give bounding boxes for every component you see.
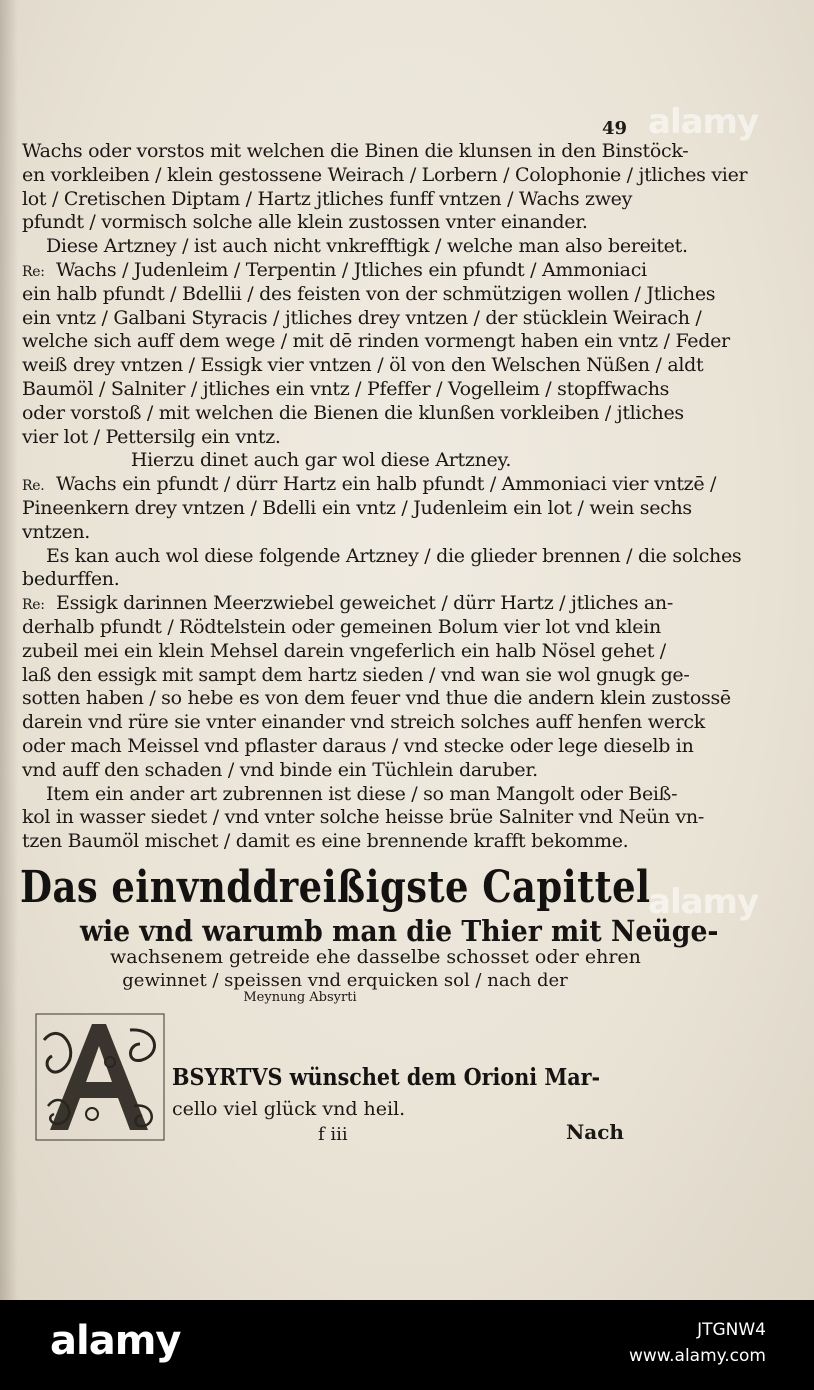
text-line: vnd auff den schaden / vnd binde ein Tüchlein daruber. [22,758,538,781]
text-line: lot / Cretischen Diptam / Hartz jtliches funff vntzen / Wachs zwey [22,187,633,210]
text-line: Wachs oder vorstos mit welchen die Binen die klunsen in den Binstöck- [22,140,689,162]
footer-image-id: JTGNW4 [697,1320,766,1340]
footer-brand-logo: alamy [50,1318,181,1364]
text-line: Baumöl / Salniter / jtliches ein vntz / Pfeffer / Vogelleim / stopffwachs [22,377,670,400]
catchword: Nach [566,1120,624,1144]
chapter-subtitle-line: Meynung Absyrti [243,990,357,1005]
text-line: oder vorstoß / mit welchen die Bienen die klunßen vorkleiben / jtliches [22,401,684,424]
text-line: ein vntz / Galbani Styracis / jtliches drey vntzen / der stücklein Weirach / [22,306,702,329]
watermark: alamy [648,102,759,142]
body-text [22,140,748,854]
chapter-subtitle-line: gewinnet / speissen vnd erquicken sol / nach der [122,970,568,991]
recipe-label: Re: [22,263,45,280]
text-line: pfundt / vormisch solche alle klein zustossen vnter einander. [22,211,588,234]
recipe-line: Re. Wachs ein pfundt / dürr Hartz ein halb pfundt / Ammoniaci vier vntzē / [22,473,620,497]
recipe-label: Re. [22,478,45,495]
text-line: welche sich auff dem wege / mit dē rinden vormengt haben ein vntz / Feder [22,330,730,353]
text-line: sotten haben / so hebe es von dem feuer vnd thue die andern klein zustossē [22,687,731,710]
text-line: bedurffen. [22,568,120,591]
recipe-label: Re: [22,597,45,614]
footer-url: www.alamy.com [628,1346,766,1366]
chapter-subtitle-line: wie vnd warumb man die Thier mit Neüge- [80,914,719,948]
folio-number: 49 [602,118,628,139]
text-line: en vorkleiben / klein gestossene Weirach / Lorbern / Colophonie / jtliches vier [22,163,748,186]
text-line: kol in wasser siedet / vnd vnter solche heisse brüe Salniter vnd Neün vn- [22,806,704,829]
text-line: weiß drey vntzen / Essigk vier vntzen / öl von den Welschen Nüßen / aldt [22,354,704,377]
paragraph-line: Es kan auch wol diese folgende Artzney / die glieder brennen / die solches [46,544,742,567]
text-line: derhalb pfundt / Rödtelstein oder gemeinen Bolum vier lot vnd klein [22,615,661,638]
text-line: tzen Baumöl mischet / damit es eine brennende krafft bekomme. [22,830,629,853]
recipe-line: Re: Essigk darinnen Meerzwiebel geweichet / dürr Hartz / jtliches an- [22,592,620,616]
opening-line: cello viel glück vnd heil. [172,1098,406,1120]
recipe-line: Re: Wachs / Judenleim / Terpentin / Jtliches ein pfundt / Ammoniaci [22,259,620,283]
text-line: ein halb pfundt / Bdellii / des feisten von der schmützigen wollen / Jtliches [22,282,716,305]
text-line: vier lot / Pettersilg ein vntz. [22,425,281,448]
paragraph-line: Item ein ander art zubrennen ist diese / so man Mangolt oder Beiß- [46,782,678,805]
text-line: laß den essigk mit sampt dem hartz sieden / vnd wan sie wol gnugk ge- [22,663,690,686]
opening-line: BSYRTVS wünschet dem Orioni Mar- [172,1064,601,1091]
text-line: Pineenkern drey vntzen / Bdelli ein vntz / Judenleim ein lot / wein sechs [22,496,692,519]
watermark: alamy [648,882,759,922]
page-edge-shadow [0,0,18,1300]
text-line: vntzen. [22,520,91,543]
decorated-initial-a-icon [30,1010,170,1145]
paragraph-line: Diese Artzney / ist auch nicht vnkrefftigk / welche man also bereitet. [46,235,688,258]
chapter-title: Das einvnddreißigste Capittel [20,862,651,913]
text-line: oder mach Meissel vnd pflaster daraus / vnd stecke oder lege dieselb in [22,734,694,757]
chapter-subtitle-line: wachsenem getreide ehe dasselbe schosset oder ehren [110,946,641,968]
signature-mark: f iii [318,1124,348,1145]
text-line: zubeil mei ein klein Mehsel darein vngeferlich ein halb Nösel gehet / [22,639,666,662]
decorated-initial-a-icon [30,1010,170,1145]
paragraph-line: Hierzu dinet auch gar wol diese Artzney. [130,449,512,472]
text-line: darein vnd rüre sie vnter einander vnd streich solches auff henfen werck [22,711,705,734]
